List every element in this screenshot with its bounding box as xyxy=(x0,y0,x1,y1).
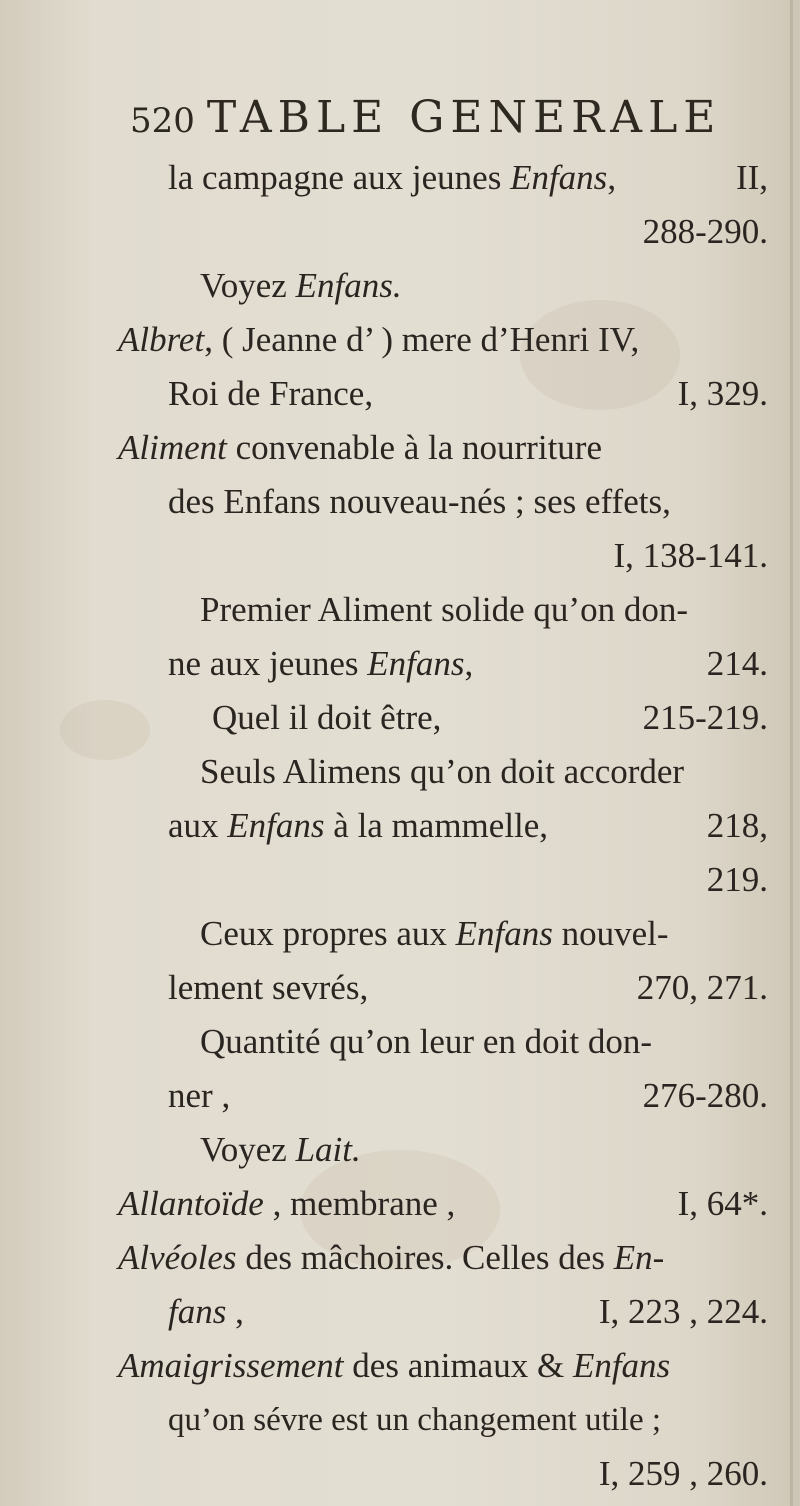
entry-term: Albret xyxy=(118,320,205,359)
text-run: convenable à la nourriture xyxy=(226,428,602,467)
text-run: Voyez xyxy=(200,266,296,305)
page-reference: I, 259 , 260. xyxy=(598,1454,768,1493)
text-run: Roi de France, xyxy=(168,374,374,413)
text-run: à la mammelle, xyxy=(324,806,549,845)
index-line xyxy=(168,1070,768,1122)
text-run: , membrane , xyxy=(263,1184,456,1223)
index-heading xyxy=(118,422,768,474)
entry-term: Aliment xyxy=(118,428,227,467)
page-reference: II, xyxy=(735,158,768,197)
page-number: 520 xyxy=(130,101,195,141)
index-line xyxy=(200,908,770,960)
text-run: Voyez xyxy=(200,1130,296,1169)
italic-run: Enfans xyxy=(455,914,553,953)
entry-term: Amaigrissement xyxy=(118,1346,344,1385)
text-run: , xyxy=(607,158,617,197)
italic-run: Lait. xyxy=(295,1130,361,1169)
index-heading xyxy=(118,1178,768,1230)
index-line xyxy=(212,692,768,744)
text-run: , xyxy=(464,644,474,683)
text-run: des mâchoires. Celles des xyxy=(236,1238,614,1277)
see-also xyxy=(200,1124,760,1176)
italic-run: En- xyxy=(613,1238,665,1277)
text-run: ne aux jeunes xyxy=(168,644,368,683)
text-run: des animaux & xyxy=(343,1346,573,1385)
text-run: la campagne aux jeunes xyxy=(168,158,511,197)
index-line: qu’on sévre est un changement utile ; xyxy=(168,1402,662,1438)
italic-run: Enfans xyxy=(367,644,465,683)
index-line xyxy=(168,368,768,420)
text-run: , xyxy=(226,1292,244,1331)
index-line xyxy=(168,800,768,852)
page-reference: 214. xyxy=(706,644,768,683)
page-reference: I, 223 , 224. xyxy=(598,1292,768,1331)
text-run: Quel il doit être, xyxy=(212,698,442,737)
index-line: Seuls Alimens qu’on doit accorder xyxy=(200,752,685,791)
text-run: aux xyxy=(168,806,228,845)
entry-term: Allantoïde xyxy=(118,1184,264,1223)
italic-run: Enfans. xyxy=(295,266,402,305)
page-reference: 219. xyxy=(706,860,768,899)
index-line xyxy=(168,152,768,204)
page-reference: 218, xyxy=(706,806,768,845)
text-run: nouvel- xyxy=(552,914,669,953)
page-reference: 288-290. xyxy=(642,212,768,251)
italic-run: Enfans xyxy=(227,806,325,845)
italic-run: fans xyxy=(168,1292,227,1331)
text-run: , ( Jeanne d’ ) mere d’Henri IV, xyxy=(204,320,640,359)
text-run: lement sevrés, xyxy=(168,968,369,1007)
page-reference: 276-280. xyxy=(642,1076,768,1115)
index-line: des Enfans nouveau-nés ; ses effets, xyxy=(168,482,671,521)
page-title: TABLE GENERALE xyxy=(206,92,722,143)
index-line: Premier Aliment solide qu’on don- xyxy=(200,590,688,629)
entry-term: Alvéoles xyxy=(118,1238,237,1277)
index-heading xyxy=(118,1340,768,1392)
index-line xyxy=(168,1286,768,1338)
text-run: Ceux propres aux xyxy=(200,914,456,953)
page-reference: 215-219. xyxy=(642,698,768,737)
index-line xyxy=(168,638,768,690)
index-heading xyxy=(118,314,768,366)
index-line: Quantité qu’on leur en doit don- xyxy=(200,1022,652,1061)
page-reference: I, 138-141. xyxy=(613,536,768,575)
italic-run: Enfans xyxy=(572,1346,671,1385)
see-also xyxy=(200,260,760,312)
line-text xyxy=(168,152,616,204)
page-reference: I, 329. xyxy=(677,374,768,413)
page-reference: I, 64*. xyxy=(677,1184,768,1223)
index-line xyxy=(168,962,768,1014)
page-reference: 270, 271. xyxy=(636,968,768,1007)
index-heading xyxy=(118,1232,768,1284)
text-run: ner , xyxy=(168,1076,231,1115)
italic-run: Enfans xyxy=(510,158,608,197)
